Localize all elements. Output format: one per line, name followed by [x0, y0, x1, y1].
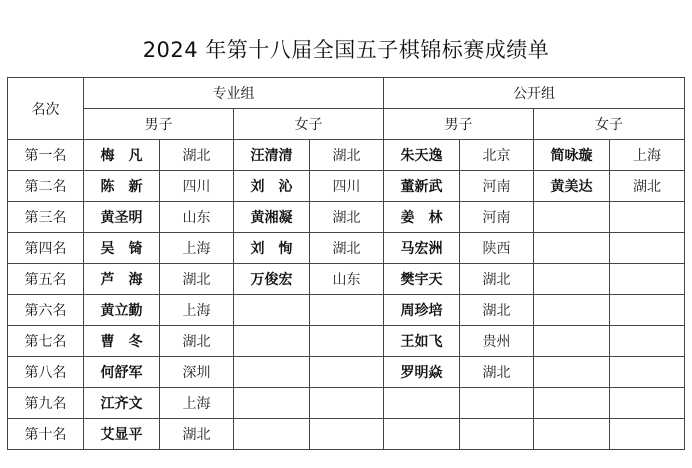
player-province-open-women — [610, 388, 685, 419]
player-province-pro-men: 湖北 — [160, 419, 234, 450]
player-province-open-men: 贵州 — [460, 326, 534, 357]
player-name-open-men: 樊宇天 — [384, 264, 460, 295]
player-name-open-men: 姜 林 — [384, 202, 460, 233]
table-row — [8, 140, 685, 171]
rank-cell: 第八名 — [8, 357, 84, 388]
player-province-open-women — [610, 326, 685, 357]
player-province-pro-men: 湖北 — [160, 264, 234, 295]
player-name-open-women — [534, 357, 610, 388]
player-province-pro-women — [310, 357, 384, 388]
gender-header-pro-women: 女子 — [234, 109, 384, 140]
player-province-pro-men: 湖北 — [160, 140, 234, 171]
player-name-pro-women: 万俊宏 — [234, 264, 310, 295]
player-name-open-women — [534, 202, 610, 233]
player-province-pro-women — [310, 388, 384, 419]
player-name-pro-men: 黄立勤 — [84, 295, 160, 326]
header-row-groups — [8, 78, 685, 109]
player-name-open-women: 简咏璇 — [534, 140, 610, 171]
rank-cell: 第二名 — [8, 171, 84, 202]
gender-header-pro-men: 男子 — [84, 109, 234, 140]
player-province-open-women — [610, 264, 685, 295]
header-row-genders — [8, 109, 685, 140]
player-name-pro-men: 芦 海 — [84, 264, 160, 295]
player-name-pro-men: 吴 锜 — [84, 233, 160, 264]
player-province-open-women — [610, 419, 685, 450]
player-name-pro-women: 汪清清 — [234, 140, 310, 171]
player-name-open-women — [534, 295, 610, 326]
player-name-pro-men: 艾显平 — [84, 419, 160, 450]
player-province-open-women — [610, 202, 685, 233]
rank-cell: 第七名 — [8, 326, 84, 357]
player-name-pro-men: 陈 新 — [84, 171, 160, 202]
player-name-pro-men: 江齐文 — [84, 388, 160, 419]
player-province-open-men: 湖北 — [460, 357, 534, 388]
player-name-open-men: 周珍培 — [384, 295, 460, 326]
table-row — [8, 264, 685, 295]
player-name-pro-women — [234, 326, 310, 357]
rank-cell: 第三名 — [8, 202, 84, 233]
player-province-pro-women: 山东 — [310, 264, 384, 295]
player-province-pro-women — [310, 326, 384, 357]
rank-cell: 第九名 — [8, 388, 84, 419]
player-name-open-women — [534, 388, 610, 419]
player-name-pro-women: 刘 恂 — [234, 233, 310, 264]
table-row — [8, 388, 685, 419]
player-province-open-women — [610, 233, 685, 264]
results-table — [7, 77, 685, 450]
table-row — [8, 202, 685, 233]
player-province-open-men — [460, 419, 534, 450]
table-row — [8, 233, 685, 264]
player-province-open-men: 湖北 — [460, 264, 534, 295]
player-province-pro-women: 四川 — [310, 171, 384, 202]
player-name-open-men — [384, 388, 460, 419]
player-name-open-men: 朱天逸 — [384, 140, 460, 171]
player-name-pro-women: 黄湘凝 — [234, 202, 310, 233]
player-province-pro-men: 深圳 — [160, 357, 234, 388]
player-province-pro-men: 山东 — [160, 202, 234, 233]
player-name-open-women — [534, 233, 610, 264]
rank-cell: 第六名 — [8, 295, 84, 326]
player-province-pro-women: 湖北 — [310, 202, 384, 233]
rank-cell: 第十名 — [8, 419, 84, 450]
player-name-open-men: 董新武 — [384, 171, 460, 202]
player-name-open-women — [534, 264, 610, 295]
player-province-open-men: 陕西 — [460, 233, 534, 264]
rank-column-header: 名次 — [8, 78, 84, 140]
group-header-professional: 专业组 — [84, 78, 384, 109]
player-name-open-men — [384, 419, 460, 450]
player-name-open-women: 黄美达 — [534, 171, 610, 202]
player-province-pro-men: 湖北 — [160, 326, 234, 357]
player-province-pro-women — [310, 295, 384, 326]
player-province-pro-women — [310, 419, 384, 450]
player-name-pro-men: 何舒军 — [84, 357, 160, 388]
player-province-open-men: 河南 — [460, 171, 534, 202]
page-title: 2024 年第十八届全国五子棋锦标赛成绩单 — [142, 38, 550, 62]
gender-header-open-women: 女子 — [534, 109, 685, 140]
player-province-pro-women: 湖北 — [310, 140, 384, 171]
player-name-pro-men: 梅 凡 — [84, 140, 160, 171]
table-row — [8, 357, 685, 388]
player-province-pro-men: 四川 — [160, 171, 234, 202]
player-province-pro-men: 上海 — [160, 233, 234, 264]
player-name-pro-men: 曹 冬 — [84, 326, 160, 357]
table-row — [8, 326, 685, 357]
player-name-open-women — [534, 326, 610, 357]
player-province-pro-women: 湖北 — [310, 233, 384, 264]
player-province-open-women — [610, 295, 685, 326]
player-name-open-men: 马宏洲 — [384, 233, 460, 264]
player-province-open-men: 湖北 — [460, 295, 534, 326]
table-row — [8, 295, 685, 326]
player-province-pro-men: 上海 — [160, 295, 234, 326]
player-province-pro-men: 上海 — [160, 388, 234, 419]
rank-cell: 第五名 — [8, 264, 84, 295]
player-province-open-men: 北京 — [460, 140, 534, 171]
player-name-pro-women — [234, 388, 310, 419]
group-header-open: 公开组 — [384, 78, 685, 109]
player-province-open-men — [460, 388, 534, 419]
player-name-open-men: 罗明焱 — [384, 357, 460, 388]
player-province-open-women — [610, 357, 685, 388]
player-name-pro-women — [234, 419, 310, 450]
player-name-pro-women — [234, 357, 310, 388]
player-name-pro-women: 刘 沁 — [234, 171, 310, 202]
player-province-open-women: 湖北 — [610, 171, 685, 202]
rank-cell: 第四名 — [8, 233, 84, 264]
player-name-pro-men: 黄圣明 — [84, 202, 160, 233]
player-name-open-women — [534, 419, 610, 450]
gender-header-open-men: 男子 — [384, 109, 534, 140]
results-table-body — [8, 78, 685, 450]
table-row — [8, 419, 685, 450]
table-row — [8, 171, 685, 202]
player-province-open-men: 河南 — [460, 202, 534, 233]
player-name-pro-women — [234, 295, 310, 326]
player-province-open-women: 上海 — [610, 140, 685, 171]
player-name-open-men: 王如飞 — [384, 326, 460, 357]
rank-cell: 第一名 — [8, 140, 84, 171]
